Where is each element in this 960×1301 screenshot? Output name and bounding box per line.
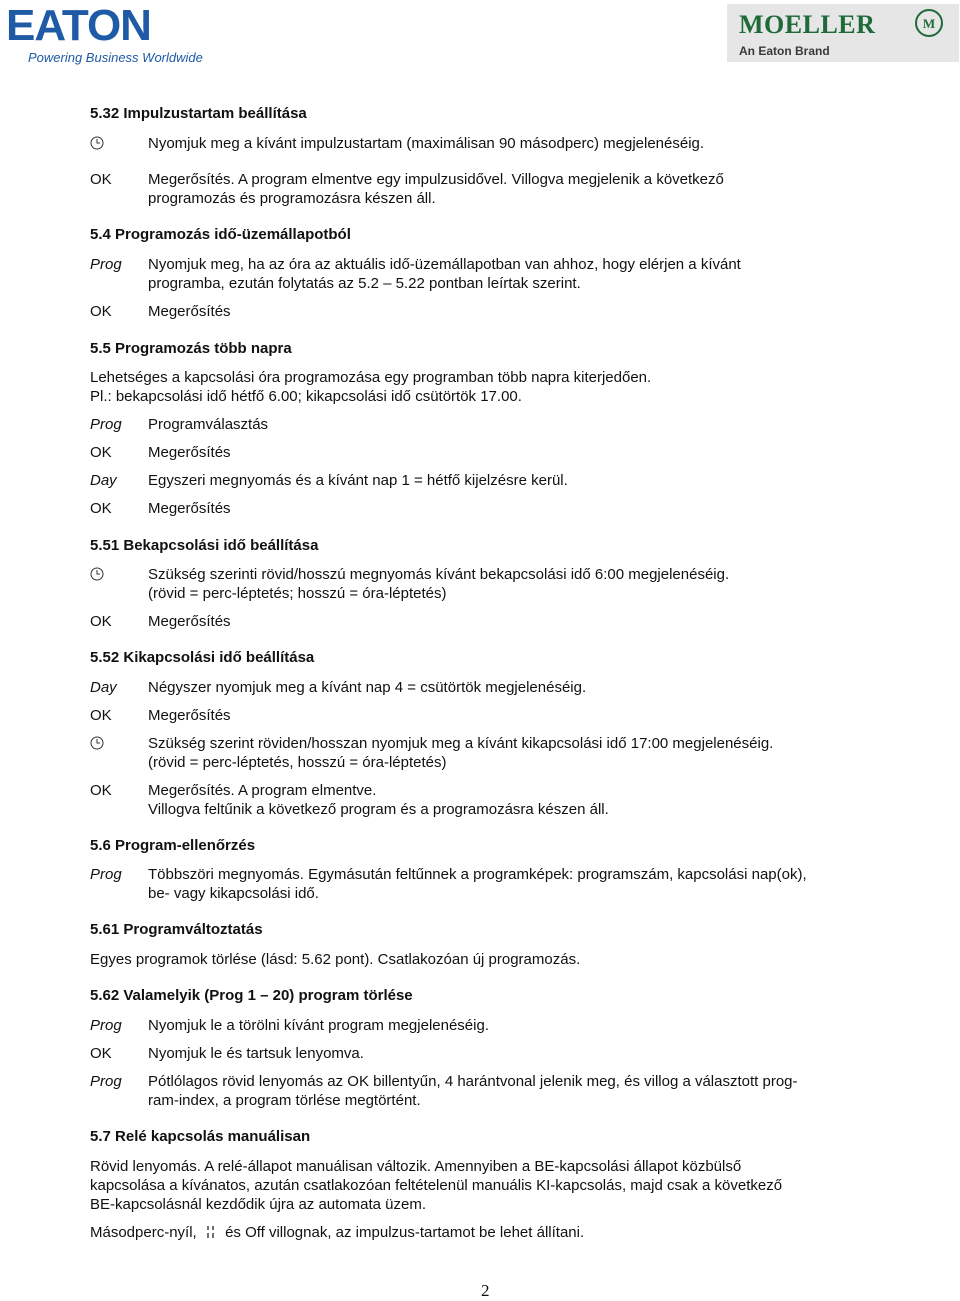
text-span: és Off villognak, az impulzus-tartamot be lehet állítani.: [225, 1224, 585, 1241]
moeller-emblem-icon: [914, 8, 944, 38]
moeller-logo-wordmark: MOELLER: [739, 10, 876, 39]
step-key-ok: OK: [90, 444, 112, 461]
step-text: [148, 734, 888, 772]
text-line: Villogva feltűnik a következő program és a programozásra készen áll.: [148, 801, 609, 818]
text-line: be- vagy kikapcsolási idő.: [148, 885, 319, 902]
section-title-5-51: 5.51 Bekapcsolási idő beállítása: [90, 537, 319, 554]
step-key-ok: OK: [90, 613, 112, 630]
clock-icon: [90, 567, 104, 581]
paragraph: Egyes programok törlése (lásd: 5.62 pont). Csatlakozóan új programozás.: [90, 951, 581, 968]
paragraph: [90, 1223, 880, 1242]
text-line: BE-kapcsolásnál kezdődik újra az automata üzem.: [90, 1196, 427, 1213]
section-title-5-7: 5.7 Relé kapcsolás manuálisan: [90, 1128, 311, 1145]
step-text: [148, 865, 888, 903]
section-title-5-6: 5.6 Program-ellenőrzés: [90, 837, 256, 854]
section-title-5-4: 5.4 Programozás idő-üzemállapotból: [90, 226, 351, 243]
step-text: [148, 565, 888, 603]
step-text: [148, 255, 888, 293]
section-title-5-32: 5.32 Impulzustartam beállítása: [90, 105, 307, 122]
step-text: Megerősítés: [148, 500, 231, 517]
page-number: 2: [481, 1281, 490, 1300]
text-line: ram-index, a program törlése megtörtént.: [148, 1092, 421, 1109]
text-line: (rövid = perc-léptetés, hosszú = óra-léptetés): [148, 754, 447, 771]
paragraph: [90, 1157, 880, 1214]
clock-icon: [90, 736, 104, 750]
step-key-prog: Prog: [90, 1017, 122, 1034]
section-title-5-61: 5.61 Programváltoztatás: [90, 921, 263, 938]
step-key-prog: Prog: [90, 256, 122, 273]
impulse-symbol-icon: [204, 1225, 218, 1239]
step-text: [148, 781, 888, 819]
step-text: Nyomjuk le és tartsuk lenyomva.: [148, 1045, 364, 1062]
text-line: Megerősítés. A program elmentve.: [148, 782, 377, 799]
text-line: programozás és programozásra készen áll.: [148, 190, 436, 207]
step-key-ok: OK: [90, 171, 112, 188]
text-line: Szükség szerinti rövid/hosszú megnyomás kívánt bekapcsolási idő 6:00 megjelenéséig.: [148, 566, 730, 583]
text-line: Pótlólagos rövid lenyomás az OK billentyűn, 4 harántvonal jelenik meg, és villog a választott prog-: [148, 1073, 798, 1090]
paragraph: Pl.: bekapcsolási idő hétfő 6.00; kikapcsolási idő csütörtök 17.00.: [90, 388, 522, 405]
step-text: Nyomjuk le a törölni kívánt program megjelenéséig.: [148, 1017, 489, 1034]
step-key-day: Day: [90, 679, 117, 696]
text-line: (rövid = perc-léptetés; hosszú = óra-léptetés): [148, 585, 447, 602]
step-key-ok: OK: [90, 303, 112, 320]
text-span: Másodperc-nyíl,: [90, 1224, 197, 1241]
step-text: Megerősítés: [148, 444, 231, 461]
section-title-5-52: 5.52 Kikapcsolási idő beállítása: [90, 649, 315, 666]
text-line: Szükség szerint röviden/hosszan nyomjuk meg a kívánt kikapcsolási idő 17:00 megjelenéséig.: [148, 735, 774, 752]
step-text: Megerősítés: [148, 303, 231, 320]
step-key-prog: Prog: [90, 866, 122, 883]
step-text: Megerősítés: [148, 707, 231, 724]
text-line: Nyomjuk meg, ha az óra az aktuális idő-üzemállapotban van ahhoz, hogy elérjen a kívánt: [148, 256, 741, 273]
paragraph: Lehetséges a kapcsolási óra programozása egy programban több napra kiterjedően.: [90, 369, 652, 386]
text-line: Többszöri megnyomás. Egymásután feltűnnek a programképek: programszám, kapcsolási nap(ok),: [148, 866, 807, 883]
step-key-prog: Prog: [90, 1073, 122, 1090]
step-text: Négyszer nyomjuk meg a kívánt nap 4 = csütörtök megjelenéséig.: [148, 679, 587, 696]
svg-text:M: M: [922, 16, 936, 31]
eaton-logo: [6, 1, 203, 68]
section-title-5-62: 5.62 Valamelyik (Prog 1 – 20) program törlése: [90, 987, 413, 1004]
moeller-logo: [727, 4, 959, 62]
section-title-5-5: 5.5 Programozás több napra: [90, 340, 292, 357]
step-key-prog: Prog: [90, 416, 122, 433]
step-key-ok: OK: [90, 500, 112, 517]
step-text: Egyszeri megnyomás és a kívánt nap 1 = hétfő kijelzésre kerül.: [148, 472, 568, 489]
step-key-ok: OK: [90, 1045, 112, 1062]
step-text: Nyomjuk meg a kívánt impulzustartam (maximálisan 90 másodperc) megjelenéséig.: [148, 135, 705, 152]
step-key-ok: OK: [90, 782, 112, 799]
step-key-day: Day: [90, 472, 117, 489]
page-header: [0, 0, 960, 80]
step-text: [148, 170, 888, 208]
text-line: kapcsolása a kívánatos, azután csatlakozóan feltételenül manuális KI-kapcsolás, majd csak a következő: [90, 1177, 783, 1194]
step-text: Megerősítés: [148, 613, 231, 630]
text-line: Megerősítés. A program elmentve egy impulzusidővel. Villogva megjelenik a következő: [148, 171, 724, 188]
step-key-ok: OK: [90, 707, 112, 724]
clock-icon: [90, 136, 104, 150]
eaton-logo-wordmark: EATON: [6, 1, 151, 50]
text-line: Rövid lenyomás. A relé-állapot manuálisan változik. Amennyiben a BE-kapcsolási állapot közbülső: [90, 1158, 742, 1175]
moeller-tagline: An Eaton Brand: [739, 44, 830, 58]
step-text: Programválasztás: [148, 416, 269, 433]
text-line: programba, ezután folytatás az 5.2 – 5.22 pontban leírtak szerint.: [148, 275, 581, 292]
eaton-tagline: Powering Business Worldwide: [28, 50, 203, 65]
step-text: [148, 1072, 888, 1110]
